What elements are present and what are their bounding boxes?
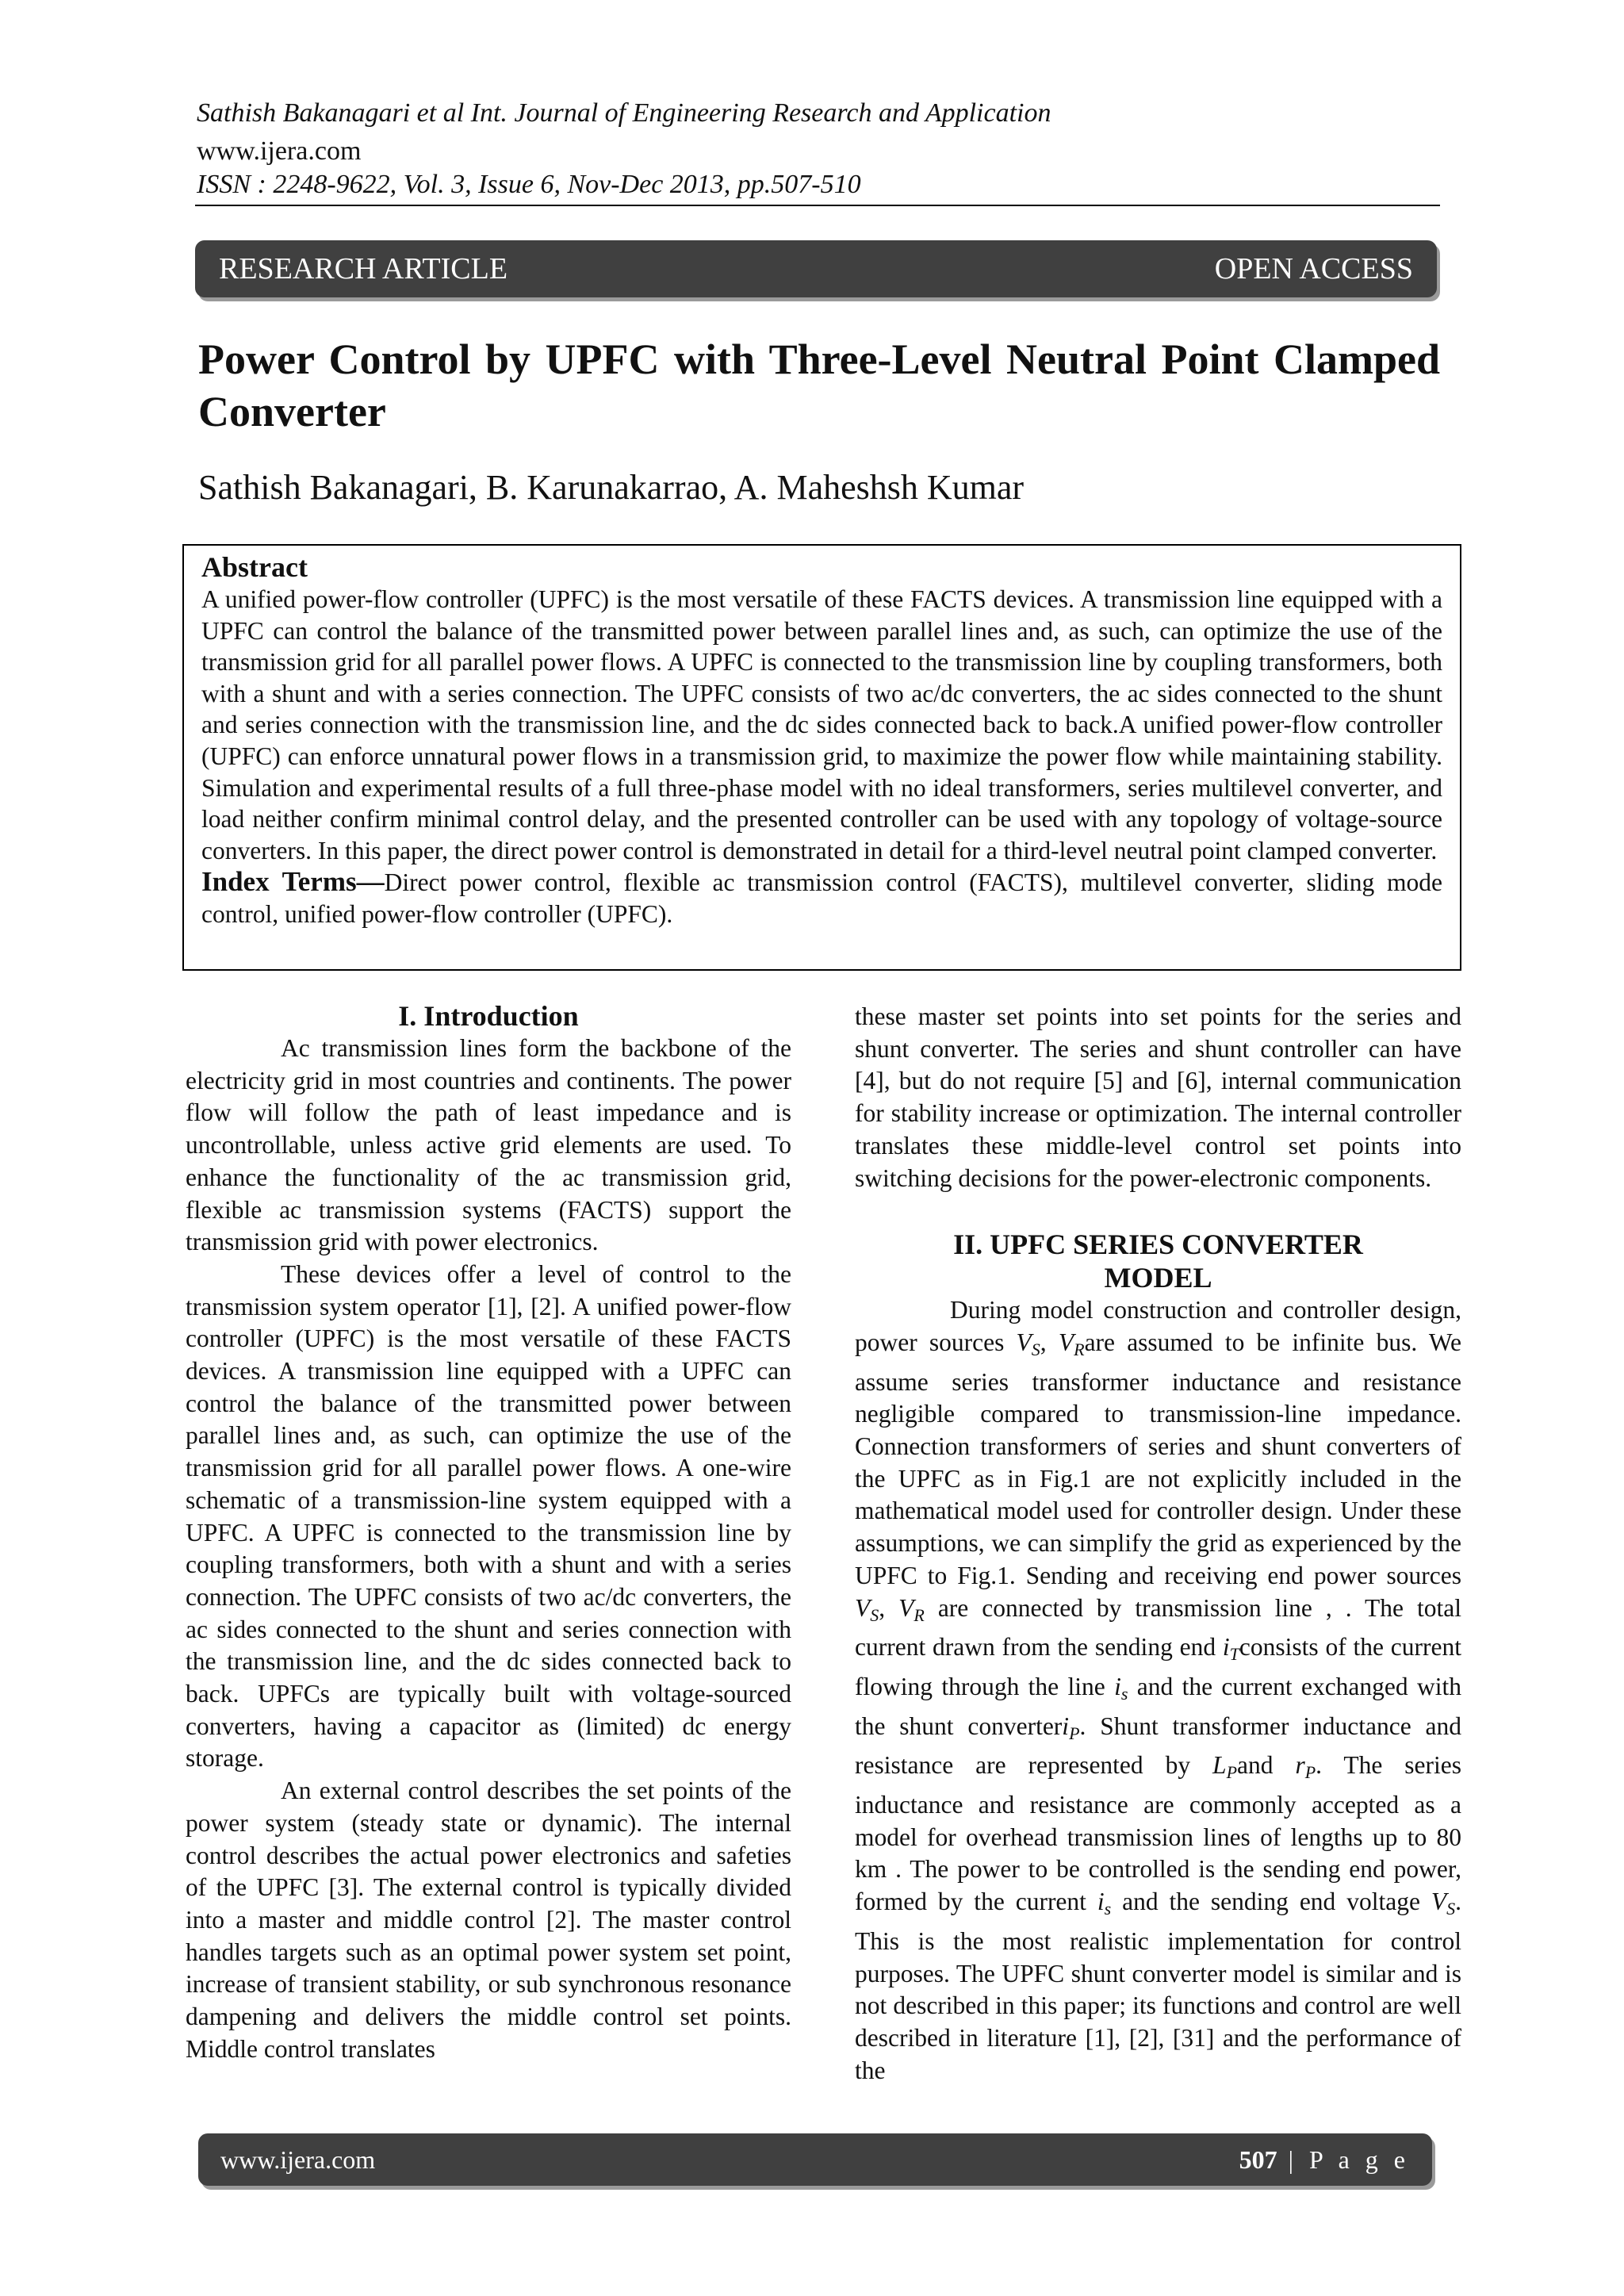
open-access-label: OPEN ACCESS [1214,252,1413,286]
intro-paragraph-2: These devices offer a level of control to the transmission system operator [1], [2]. A unified power-flow controller (UPFC) is the most versatile of these FACTS devices. A transmission line equipped with a UPFC can control the balance of the transmitted power between parallel lines and, as such, can optimize the use of the transmission grid for all parallel power flows. A one-wire schematic of a transmission-line system equipped with a UPFC. A UPFC is connected to the transmission line by coupling transformers, both with a shunt and with a series connection. The UPFC consists of two ac/dc converters, the ac sides connected to the shunt and series connection with the transmission line, and the dc sides connected back to back. UPFCs are typically built with voltage-sourced converters, having a capacitor as (limited) dc energy storage. [186,1259,791,1773]
index-terms [201,866,1442,930]
page-number: 507 [1239,2145,1277,2174]
symbol-letter: i [1062,1711,1070,1740]
subscript: R [1074,1339,1085,1359]
subscript: s [1120,1683,1128,1704]
subscript: S [1031,1339,1040,1359]
footer-page [1239,2145,1410,2175]
symbol-letter: V [855,1593,871,1622]
text-run: . This is the most realistic implementation for control purposes. The UPFC shunt converter model is similar and is not described in this paper; its functions and control are well described in literature [1], [2], [31] and the performance of the [855,1888,1461,2084]
section-2-heading-line-1: II. UPFC SERIES CONVERTER [953,1228,1363,1261]
symbol-letter: V [1058,1328,1074,1356]
text-run: and the sending end voltage [1111,1888,1431,1916]
text-run: are assumed to be infinite bus. We assume series transformer inductance and resistance negligible compared to transmission-line impedance. Connection transformers of series and shunt converters of the UPFC as in Fig.1 are not explicitly included in the mathematical model used for controller design. Under these assumptions, we can simplify the grid as experienced by the UPFC to Fig.1. Sending and receiving end power sources [855,1328,1462,1589]
right-paragraph-1: these master set points into set points for the series and shunt converter. The series and shunt controller can have [4], but do not require [5] and [6], internal communication for stability increase or optimization. The internal controller translates these middle-level control set points into switching decisions for the power-electronic components. [855,1002,1461,1192]
right-column [855,1001,1461,2087]
subscript: s [1104,1899,1112,1919]
abstract-box [182,544,1461,971]
symbol-ip [1062,1711,1080,1743]
abstract-text: A unified power-flow controller (UPFC) is the most versatile of these FACTS devices. A transmission line equipped with a UPFC can control the balance of the transmitted power between parallel lines and, as such, can optimize the use of the transmission grid for all parallel power flows. A UPFC is connected to the transmission line by coupling transformers, both with a shunt and with a series connection. The UPFC consists of two ac/dc converters, the ac sides connected to the shunt and series connection with the transmission line, and the dc sides connected back to back.A unified power-flow controller (UPFC) can enforce unnatural power flows in a transmission grid, to maximize the power flow while maintaining stability. Simulation and experimental results of a full three-phase model with no ideal transformers, series multilevel converter, and load neither confirm minimal control delay, and the presented controller can be used with any topology of voltage-source converters. In this paper, the direct power control is demonstrated in detail for a third-level neutral point clamped converter. [201,585,1442,864]
symbol-it [1222,1633,1239,1665]
subscript: R [914,1604,925,1625]
symbol-lp [1212,1751,1238,1783]
text-run: . The series inductance and resistance are commonly accepted as a model for overhead transmission lines of lengths up to 80 km . The power to be controlled is the sending end power, formed by the current [855,1751,1462,1916]
section-2-heading-line-2: MODEL [1104,1262,1212,1294]
section-1-heading: I. Introduction [398,1000,579,1032]
text-run: During model construction and controller design, power sources [855,1296,1461,1356]
symbol-vr [898,1593,925,1625]
subscript: P [1226,1762,1238,1783]
symbol-vs [1431,1888,1456,1919]
symbol-letter: i [1114,1672,1121,1700]
article-type-banner [195,240,1437,297]
symbol-vs [855,1593,879,1625]
index-terms-label: Index Terms— [201,866,385,898]
text-run: . Shunt transformer inductance and resistance are represented by [855,1711,1461,1780]
text-run: and the current exchanged with the shunt converter [855,1672,1461,1740]
symbol-vr [1058,1328,1085,1359]
symbol-letter: i [1222,1633,1230,1662]
subscript: P [1069,1723,1080,1743]
symbol-is [1114,1672,1128,1704]
left-column [186,999,791,2066]
paper-title: Power Control by UPFC with Three-Level Neutral Point Clamped Converter [198,335,1440,435]
subscript: P [1304,1762,1316,1783]
text-run: consists of the current flowing through the line [855,1633,1461,1700]
journal-website[interactable]: www.ijera.com [197,136,362,166]
subscript: T [1229,1644,1239,1665]
paper-authors: Sathish Bakanagari, B. Karunakarrao, A. Maheshsh Kumar [198,468,1025,507]
text-run: and [1237,1751,1296,1780]
header-rule [195,205,1440,206]
journal-citation: Sathish Bakanagari et al Int. Journal of Engineering Research and Application [197,98,1051,128]
model-paragraph [855,1294,1461,2087]
separator: , [1040,1328,1059,1356]
separator: , [879,1593,899,1622]
symbol-letter: r [1295,1751,1305,1780]
subscript: S [1446,1899,1456,1919]
journal-issn: ISSN : 2248-9622, Vol. 3, Issue 6, Nov-Dec 2013, pp.507-510 [197,170,861,199]
abstract-heading: Abstract [201,551,308,583]
symbol-rp [1295,1751,1316,1783]
page-footer [198,2133,1432,2186]
symbol-is [1097,1888,1112,1919]
symbol-letter: i [1097,1888,1105,1916]
intro-paragraph-3: An external control describes the set points of the power system (steady state or dynamic). The internal control describes the actual power electronics and safeties of the UPFC [3]. The external control is typically divided into a master and middle control [2]. The master control handles targets such as an optimal power system set point, increase of transient stability, or sub synchronous resonance dampening and delivers the middle control set points. Middle control translates [186,1777,791,2063]
intro-paragraph-1: Ac transmission lines form the backbone of the electricity grid in most countries and continents. The power flow will follow the path of least impedance and is uncontrollable, unless active grid elements are used. To enhance the functionality of the ac transmission grid, flexible ac transmission systems (FACTS) support the transmission grid with power electronics. [186,1034,791,1256]
symbol-vs [1016,1328,1040,1359]
text-run: are connected by transmission line , . The total current drawn from the sending end [855,1593,1462,1662]
research-article-label: RESEARCH ARTICLE [219,252,508,286]
page-label: | P a g e [1277,2145,1410,2174]
index-terms-text: Direct power control, flexible ac transmission control (FACTS), multilevel converter, sliding mode control, unified power-flow controller (UPFC). [201,868,1442,928]
footer-website[interactable]: www.ijera.com [220,2145,376,2174]
subscript: S [870,1604,879,1625]
section-2-heading [855,1228,1461,1294]
symbol-letter: V [1016,1328,1032,1356]
symbol-letter: L [1212,1751,1227,1780]
symbol-letter: V [898,1593,914,1622]
symbol-letter: V [1431,1888,1447,1916]
